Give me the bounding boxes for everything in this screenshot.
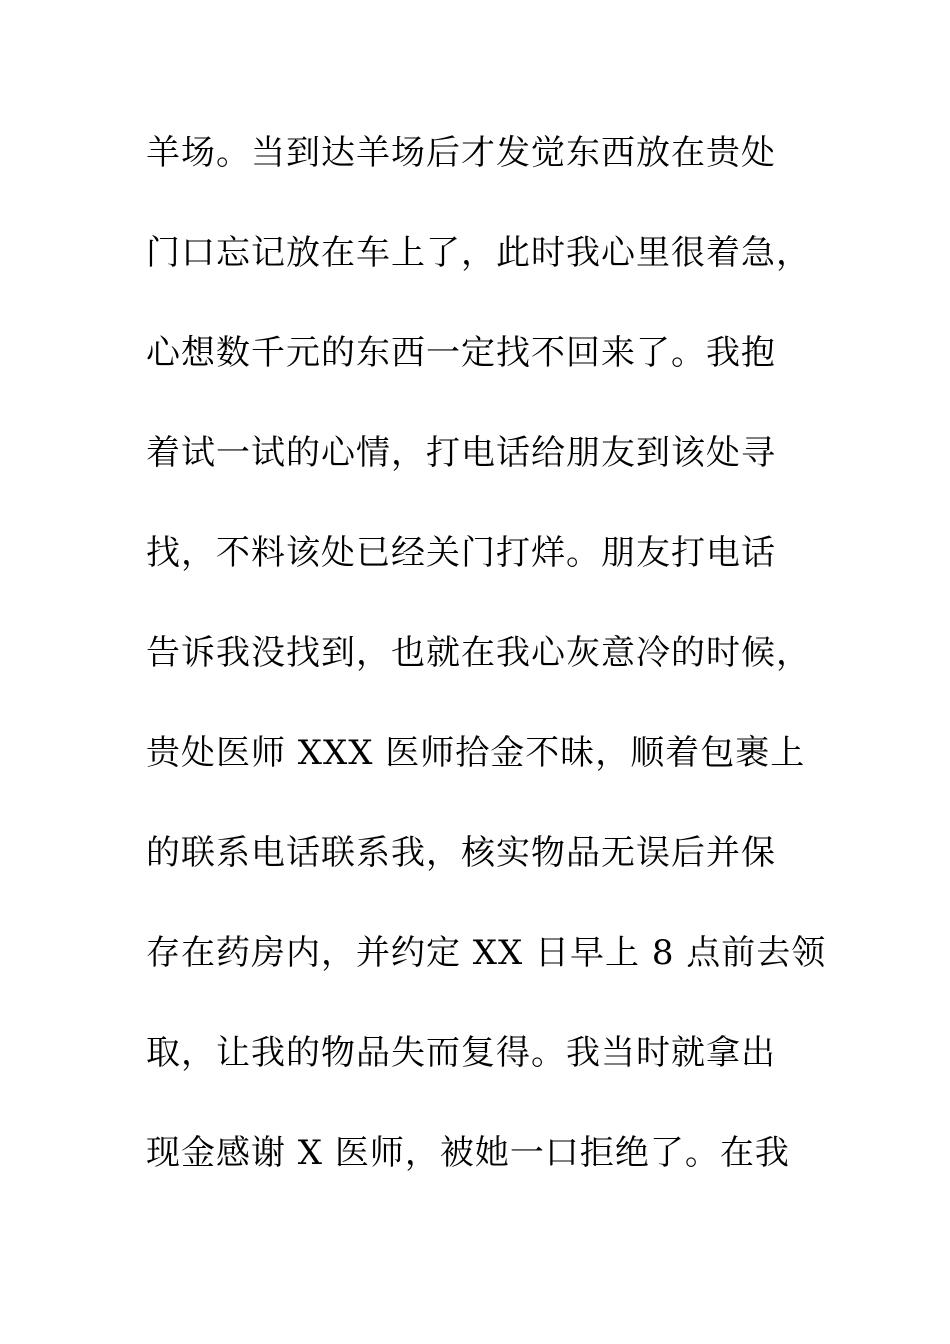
text-line-11: 现金感谢 X 医师，被她一口拒绝了。在我 (146, 1133, 790, 1173)
text-line-8: 的联系电话联系我，核实物品无误后并保 (146, 833, 776, 873)
text-line-1: 羊场。当到达羊场后才发觉东西放在贵处 (146, 133, 776, 173)
text-line-3: 心想数千元的东西一定找不回来了。我抱 (146, 333, 776, 373)
text-line-7: 贵处医师 XXX 医师拾金不昧，顺着包裹上 (146, 733, 806, 773)
body-text (146, 126, 846, 1226)
text-line-4: 着试一试的心情，打电话给朋友到该处寻 (146, 433, 776, 473)
text-line-9: 存在药房内，并约定 XX 日早上 8 点前去领 (146, 933, 827, 973)
text-line-6: 告诉我没找到，也就在我心灰意冷的时候， (146, 633, 811, 673)
text-line-5: 找，不料该处已经关门打烊。朋友打电话 (146, 533, 776, 573)
text-line-2: 门口忘记放在车上了，此时我心里很着急， (146, 233, 811, 273)
text-line-10: 取，让我的物品失而复得。我当时就拿出 (146, 1033, 776, 1073)
